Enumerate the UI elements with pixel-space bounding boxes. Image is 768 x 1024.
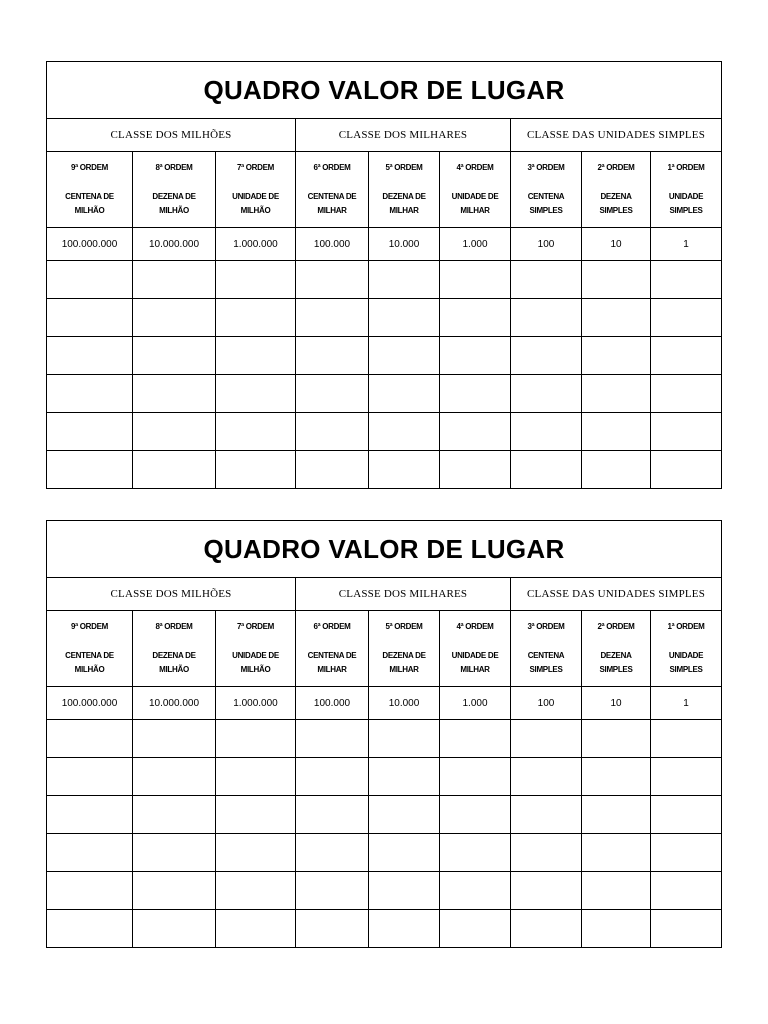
class-thousands: CLASSE DOS MILHARES (296, 578, 511, 611)
order-name-line-2: MILHÃO (240, 206, 271, 215)
empty-rows (47, 720, 722, 948)
empty-cell[interactable] (296, 375, 369, 413)
empty-cell[interactable] (216, 451, 296, 489)
order-cell-2 (582, 152, 651, 228)
class-millions: CLASSE DOS MILHÕES (47, 578, 296, 611)
empty-cell[interactable] (651, 375, 722, 413)
empty-cell[interactable] (296, 299, 369, 337)
value-cell: 1 (651, 687, 722, 720)
values-row (47, 228, 722, 261)
empty-cell[interactable] (296, 758, 369, 796)
empty-cell[interactable] (582, 834, 651, 872)
empty-row (47, 337, 722, 375)
empty-cell[interactable] (369, 299, 440, 337)
order-name-line-1: DEZENA (600, 192, 632, 201)
empty-cell[interactable] (582, 299, 651, 337)
empty-cell[interactable] (511, 910, 582, 948)
order-cell-7 (216, 152, 296, 228)
empty-cell[interactable] (369, 872, 440, 910)
order-cell-9 (47, 611, 133, 687)
order-label: 8ª ORDEM (155, 622, 193, 631)
empty-cell[interactable] (133, 337, 216, 375)
order-name-line-2: SIMPLES (669, 206, 703, 215)
order-name-line-1: CENTENA DE (307, 192, 357, 201)
empty-cell[interactable] (651, 720, 722, 758)
empty-cell[interactable] (216, 261, 296, 299)
order-name-line-2: MILHÃO (159, 665, 189, 674)
order-name-line-1: UNIDADE (668, 651, 704, 660)
order-label: 2ª ORDEM (597, 622, 635, 631)
empty-cell[interactable] (133, 872, 216, 910)
empty-cell[interactable] (511, 834, 582, 872)
order-cell-8 (133, 152, 216, 228)
order-name-line-2: MILHAR (389, 206, 419, 215)
empty-cell[interactable] (582, 375, 651, 413)
order-cell-8 (133, 611, 216, 687)
empty-cell[interactable] (511, 796, 582, 834)
empty-cell[interactable] (47, 413, 133, 451)
order-label: 7ª ORDEM (236, 622, 274, 631)
order-name-line-1: CENTENA (527, 192, 565, 201)
empty-cell[interactable] (296, 337, 369, 375)
order-cell-4 (440, 611, 511, 687)
order-label: 5ª ORDEM (385, 622, 423, 631)
empty-cell[interactable] (651, 451, 722, 489)
empty-cell[interactable] (296, 910, 369, 948)
empty-cell[interactable] (511, 872, 582, 910)
value-cell: 1 (651, 228, 722, 261)
chart-title: QUADRO VALOR DE LUGAR (203, 74, 565, 105)
empty-row (47, 758, 722, 796)
value-cell: 1.000 (440, 228, 511, 261)
order-name-line-2: MILHÃO (159, 206, 189, 215)
order-cell-5 (369, 611, 440, 687)
empty-cell[interactable] (369, 910, 440, 948)
empty-cell[interactable] (133, 413, 216, 451)
value-cell: 10 (582, 687, 651, 720)
chart-title-cell (47, 521, 722, 578)
empty-cell[interactable] (216, 337, 296, 375)
empty-cell[interactable] (440, 375, 511, 413)
order-label: 7ª ORDEM (236, 163, 274, 172)
empty-cell[interactable] (47, 834, 133, 872)
order-label: 9ª ORDEM (70, 163, 108, 172)
empty-cell[interactable] (511, 261, 582, 299)
empty-cell[interactable] (296, 413, 369, 451)
empty-cell[interactable] (582, 758, 651, 796)
empty-cell[interactable] (216, 834, 296, 872)
empty-cell[interactable] (369, 796, 440, 834)
empty-cell[interactable] (216, 796, 296, 834)
empty-cell[interactable] (216, 758, 296, 796)
order-name-line-1: DEZENA (600, 651, 632, 660)
order-name-line-1: UNIDADE DE (451, 651, 499, 660)
empty-row (47, 796, 722, 834)
empty-cell[interactable] (651, 261, 722, 299)
chart-title-cell (47, 62, 722, 119)
empty-cell[interactable] (582, 261, 651, 299)
class-units: CLASSE DAS UNIDADES SIMPLES (511, 578, 722, 611)
order-name-line-2: MILHÃO (74, 206, 105, 215)
order-name-line-2: MILHÃO (240, 665, 271, 674)
empty-cell[interactable] (47, 337, 133, 375)
order-label: 9ª ORDEM (70, 622, 108, 631)
orders-row (47, 152, 722, 228)
order-name-line-2: MILHAR (317, 206, 347, 215)
order-name-line-2: SIMPLES (529, 665, 563, 674)
order-name-line-2: MILHAR (389, 665, 419, 674)
empty-cell[interactable] (511, 720, 582, 758)
empty-cell[interactable] (133, 910, 216, 948)
empty-cell[interactable] (582, 872, 651, 910)
empty-cell[interactable] (651, 413, 722, 451)
order-name-line-1: UNIDADE (668, 192, 704, 201)
order-cell-5 (369, 152, 440, 228)
empty-cell[interactable] (582, 337, 651, 375)
empty-cell[interactable] (133, 834, 216, 872)
order-name-line-1: DEZENA DE (382, 651, 426, 660)
order-cell-3 (511, 152, 582, 228)
empty-cell[interactable] (440, 720, 511, 758)
chart-title: QUADRO VALOR DE LUGAR (203, 533, 565, 564)
order-label: 4ª ORDEM (456, 622, 494, 631)
class-thousands: CLASSE DOS MILHARES (296, 119, 511, 152)
order-cell-3 (511, 611, 582, 687)
empty-cell[interactable] (47, 261, 133, 299)
empty-cell[interactable] (511, 337, 582, 375)
place-value-chart (46, 520, 721, 948)
empty-cell[interactable] (440, 796, 511, 834)
empty-cell[interactable] (216, 299, 296, 337)
value-cell: 10.000.000 (133, 228, 216, 261)
order-name-line-1: CENTENA DE (307, 651, 357, 660)
order-label: 3ª ORDEM (527, 622, 565, 631)
order-label: 4ª ORDEM (456, 163, 494, 172)
order-label: 5ª ORDEM (385, 163, 423, 172)
order-name-line-2: SIMPLES (599, 206, 633, 215)
empty-cell[interactable] (440, 451, 511, 489)
empty-cell[interactable] (133, 758, 216, 796)
order-name-line-2: SIMPLES (669, 665, 703, 674)
value-cell: 1.000.000 (216, 228, 296, 261)
empty-cell[interactable] (651, 758, 722, 796)
empty-cell[interactable] (296, 451, 369, 489)
empty-cell[interactable] (440, 299, 511, 337)
values-row (47, 687, 722, 720)
empty-cell[interactable] (216, 720, 296, 758)
value-cell: 100.000 (296, 687, 369, 720)
empty-cell[interactable] (133, 375, 216, 413)
empty-cell[interactable] (440, 910, 511, 948)
empty-cell[interactable] (582, 413, 651, 451)
value-cell: 100.000.000 (47, 228, 133, 261)
empty-cell[interactable] (296, 261, 369, 299)
order-label: 8ª ORDEM (155, 163, 193, 172)
empty-cell[interactable] (651, 910, 722, 948)
empty-cell[interactable] (582, 910, 651, 948)
empty-cell[interactable] (47, 872, 133, 910)
empty-cell[interactable] (133, 720, 216, 758)
empty-row (47, 910, 722, 948)
empty-row (47, 720, 722, 758)
empty-cell[interactable] (651, 834, 722, 872)
empty-cell[interactable] (440, 758, 511, 796)
order-cell-9 (47, 152, 133, 228)
value-cell: 100.000 (296, 228, 369, 261)
order-cell-2 (582, 611, 651, 687)
empty-cell[interactable] (369, 261, 440, 299)
order-name-line-1: UNIDADE DE (451, 192, 499, 201)
empty-rows (47, 261, 722, 489)
empty-cell[interactable] (216, 375, 296, 413)
value-cell: 100.000.000 (47, 687, 133, 720)
empty-cell[interactable] (133, 261, 216, 299)
empty-cell[interactable] (651, 796, 722, 834)
empty-cell[interactable] (511, 299, 582, 337)
order-name-line-1: DEZENA DE (152, 651, 196, 660)
order-cell-6 (296, 611, 369, 687)
empty-cell[interactable] (216, 910, 296, 948)
class-units: CLASSE DAS UNIDADES SIMPLES (511, 119, 722, 152)
order-name-line-1: DEZENA DE (152, 192, 196, 201)
place-value-chart (46, 61, 721, 489)
orders-row (47, 611, 722, 687)
empty-cell[interactable] (651, 872, 722, 910)
empty-cell[interactable] (440, 872, 511, 910)
order-name-line-2: SIMPLES (599, 665, 633, 674)
empty-cell[interactable] (440, 834, 511, 872)
order-name-line-1: CENTENA DE (65, 192, 114, 201)
order-name-line-1: CENTENA DE (65, 651, 114, 660)
empty-row (47, 375, 722, 413)
empty-cell[interactable] (47, 910, 133, 948)
order-cell-1 (651, 611, 722, 687)
empty-cell[interactable] (47, 375, 133, 413)
empty-cell[interactable] (369, 834, 440, 872)
order-name-line-2: MILHAR (460, 665, 490, 674)
empty-cell[interactable] (369, 337, 440, 375)
empty-cell[interactable] (47, 796, 133, 834)
order-cell-4 (440, 152, 511, 228)
empty-cell[interactable] (296, 720, 369, 758)
class-millions: CLASSE DOS MILHÕES (47, 119, 296, 152)
empty-cell[interactable] (511, 375, 582, 413)
order-label: 6ª ORDEM (313, 163, 351, 172)
order-name-line-2: MILHAR (317, 665, 347, 674)
empty-cell[interactable] (47, 720, 133, 758)
place-value-table (46, 61, 722, 489)
empty-cell[interactable] (133, 796, 216, 834)
order-label: 1ª ORDEM (667, 163, 705, 172)
empty-cell[interactable] (511, 451, 582, 489)
order-name-line-2: MILHÃO (74, 665, 105, 674)
value-cell: 10 (582, 228, 651, 261)
empty-cell[interactable] (47, 758, 133, 796)
value-cell: 10.000 (369, 228, 440, 261)
order-label: 3ª ORDEM (527, 163, 565, 172)
empty-cell[interactable] (651, 299, 722, 337)
order-cell-1 (651, 152, 722, 228)
empty-cell[interactable] (296, 796, 369, 834)
empty-cell[interactable] (47, 451, 133, 489)
value-cell: 10.000.000 (133, 687, 216, 720)
empty-row (47, 834, 722, 872)
empty-cell[interactable] (440, 337, 511, 375)
order-name-line-1: DEZENA DE (382, 192, 426, 201)
value-cell: 1.000.000 (216, 687, 296, 720)
empty-cell[interactable] (369, 758, 440, 796)
empty-cell[interactable] (440, 261, 511, 299)
empty-cell[interactable] (369, 375, 440, 413)
empty-row (47, 261, 722, 299)
order-label: 2ª ORDEM (597, 163, 635, 172)
empty-row (47, 872, 722, 910)
empty-cell[interactable] (440, 413, 511, 451)
empty-row (47, 299, 722, 337)
value-cell: 100 (511, 228, 582, 261)
empty-cell[interactable] (216, 413, 296, 451)
empty-cell[interactable] (369, 720, 440, 758)
empty-cell[interactable] (216, 872, 296, 910)
empty-row (47, 451, 722, 489)
order-cell-7 (216, 611, 296, 687)
empty-cell[interactable] (133, 451, 216, 489)
value-cell: 100 (511, 687, 582, 720)
order-label: 1ª ORDEM (667, 622, 705, 631)
empty-cell[interactable] (47, 299, 133, 337)
order-name-line-1: CENTENA (527, 651, 565, 660)
order-name-line-1: UNIDADE DE (232, 651, 279, 660)
empty-cell[interactable] (582, 796, 651, 834)
empty-cell[interactable] (369, 451, 440, 489)
order-name-line-2: MILHAR (460, 206, 490, 215)
value-cell: 10.000 (369, 687, 440, 720)
empty-cell[interactable] (133, 299, 216, 337)
order-name-line-1: UNIDADE DE (232, 192, 279, 201)
empty-cell[interactable] (511, 413, 582, 451)
empty-cell[interactable] (296, 872, 369, 910)
empty-cell[interactable] (369, 413, 440, 451)
order-label: 6ª ORDEM (313, 622, 351, 631)
empty-cell[interactable] (582, 720, 651, 758)
empty-cell[interactable] (582, 451, 651, 489)
empty-cell[interactable] (296, 834, 369, 872)
order-name-line-2: SIMPLES (529, 206, 563, 215)
order-cell-6 (296, 152, 369, 228)
empty-row (47, 413, 722, 451)
empty-cell[interactable] (651, 337, 722, 375)
value-cell: 1.000 (440, 687, 511, 720)
place-value-table (46, 520, 722, 948)
empty-cell[interactable] (511, 758, 582, 796)
